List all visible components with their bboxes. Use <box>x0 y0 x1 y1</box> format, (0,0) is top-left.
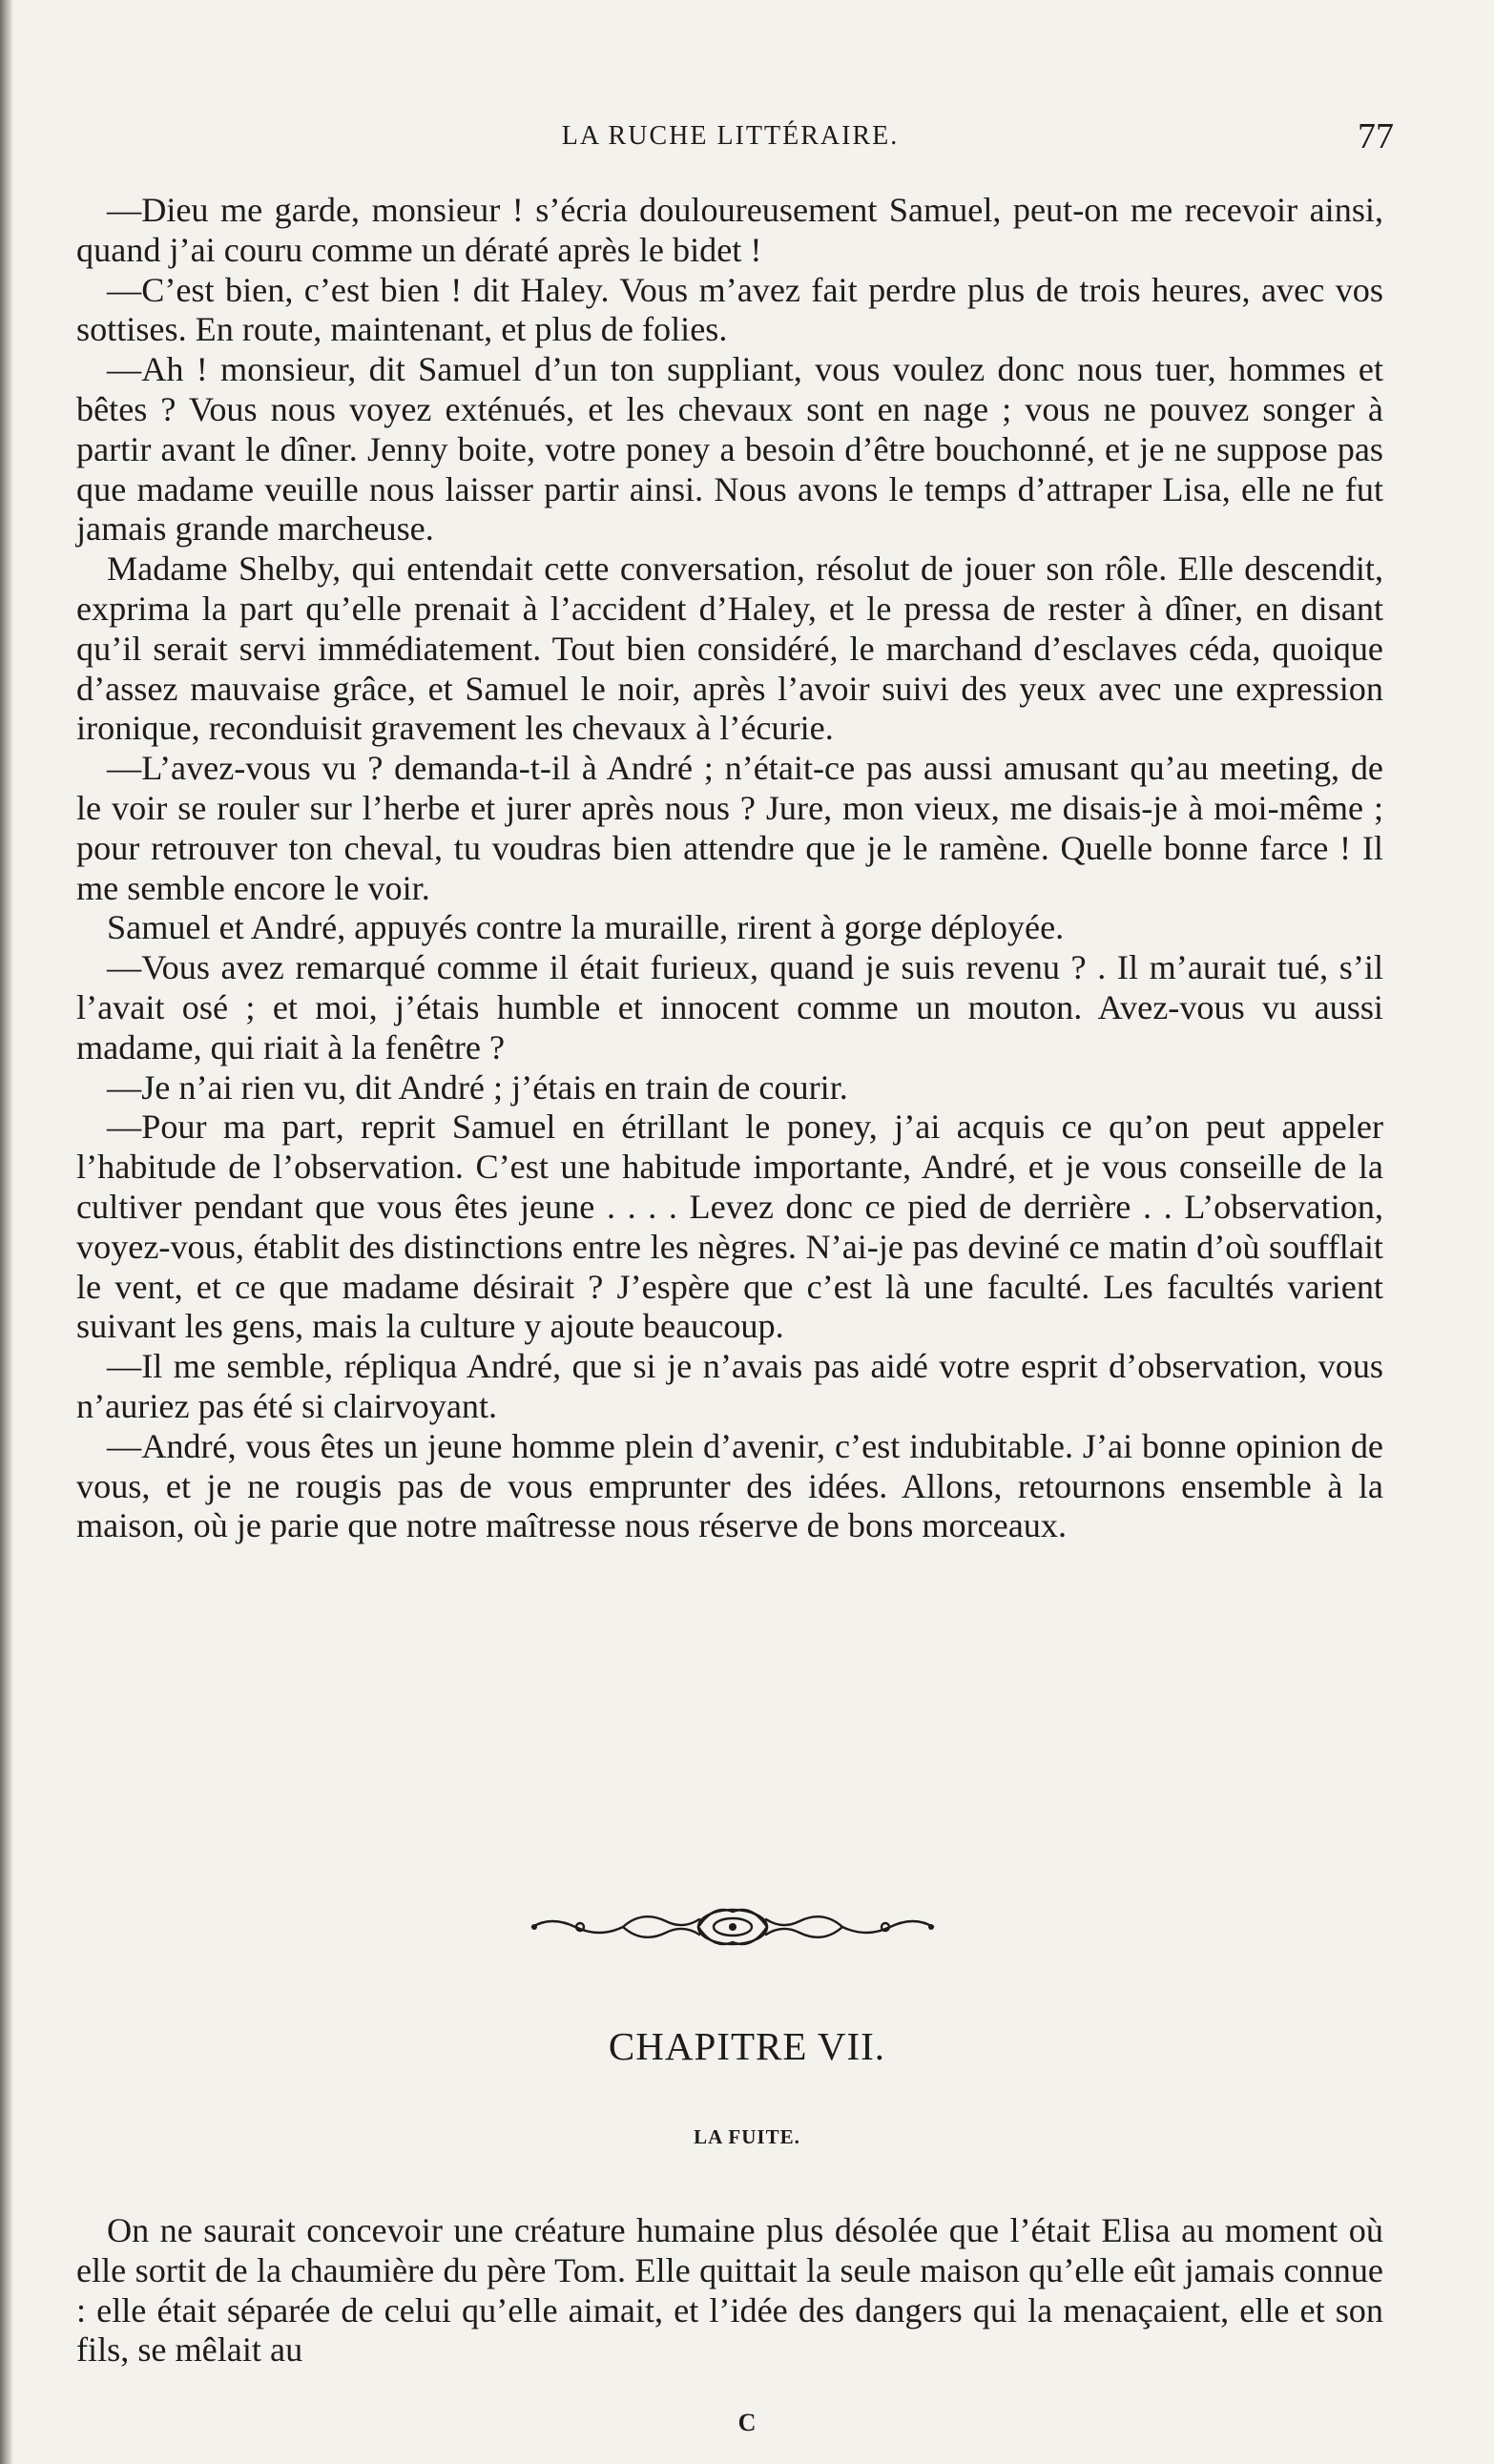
paragraph: —Vous avez remarqué comme il était furieux, quand je suis revenu ? . Il m’aurait tué, s’il l’avait osé ; et moi, j’étais humble et innocent comme un mouton. Avez-vous vu aussi madame, qui riait à la fenêtre ? <box>76 948 1383 1066</box>
running-title: LA RUCHE LITTÉRAIRE. <box>561 121 900 151</box>
paragraph: —Ah ! monsieur, dit Samuel d’un ton suppliant, vous voulez donc nous tuer, hommes et bêtes ? Vous nous voyez exténués, et les chevaux sont en nage ; vous ne pouvez songer à partir avant le dîner. Jenny boite, votre poney a besoin d’être bouchonné, et je ne suppose pas que madame veuille nous laisser partir ainsi. Nous avons le temps d’attraper Lisa, elle ne fut jamais grande marcheuse. <box>76 350 1383 549</box>
page-number: 77 <box>1358 116 1394 156</box>
chapter-subtitle: LA FUITE. <box>694 2125 800 2148</box>
paragraph: —C’est bien, c’est bien ! dit Haley. Vous m’avez fait perdre plus de trois heures, avec vos sottises. En route, maintenant, et plus de folies. <box>76 270 1383 349</box>
running-head <box>76 113 1394 160</box>
paragraph: —L’avez-vous vu ? demanda-t-il à André ; n’était-ce pas aussi amusant qu’au meeting, de le voir se rouler sur l’herbe et jurer après nous ? Jure, mon vieux, me disais-je à moi-même ; pour retrouver ton cheval, tu voudras bien attendre que je le ramène. Quelle bonne farce ! Il me semble encore le voir. <box>76 749 1383 907</box>
paragraph: —Dieu me garde, monsieur ! s’écria douloureusement Samuel, peut-on me recevoir ainsi, quand j’ai couru comme un dératé après le bidet ! <box>76 191 1383 269</box>
decorative-ornament-icon <box>523 1898 943 1956</box>
paragraph: On ne saurait concevoir une créature humaine plus désolée que l’était Elisa au moment où elle sortit de la chaumière du père Tom. Elle quittait la seule maison qu’elle eût jamais connue : elle était séparée de celui qu’elle aimait, et l’idée des dangers qui la menaçaient, elle et son fils, se mêlait au <box>76 2211 1383 2370</box>
paragraph: Samuel et André, appuyés contre la muraille, rirent à gorge déployée. <box>107 908 1065 947</box>
chapter-opening <box>76 2211 1383 2371</box>
paragraph: —Il me semble, répliqua André, que si je n’avais pas aidé votre esprit d’observation, vous n’auriez pas été si clairvoyant. <box>76 1347 1383 1425</box>
paragraph: —Je n’ai rien vu, dit André ; j’étais en train de courir. <box>107 1067 848 1107</box>
paragraph: —Pour ma part, reprit Samuel en étrillant le poney, j’ai acquis ce qu’on peut appeler l’habitude de l’observation. C’est une habitude importante, André, et je vous conseille de la cultiver pendant que vous êtes jeune . . . . Levez donc ce pied de derrière . . L’observation, voyez-vous, établit des distinctions entre les nègres. N’ai-je pas deviné ce matin d’où soufflait le vent, et ce que madame désirait ? J’espère que c’est là une faculté. Les facultés varient suivant les gens, mais la culture y ajoute beaucoup. <box>76 1108 1383 1346</box>
signature-mark: C <box>737 2409 757 2436</box>
body-text <box>76 191 1383 1546</box>
paragraph: —André, vous êtes un jeune homme plein d’avenir, c’est indubitable. J’ai bonne opinion de vous, et je ne rougis pas de vous emprunter des idées. Allons, retournons ensemble à la maison, où je parie que notre maîtresse nous réserve de bons morceaux. <box>76 1426 1383 1545</box>
chapter-title: CHAPITRE VII. <box>608 2024 886 2068</box>
page-binding-edge <box>0 0 13 2464</box>
paragraph: Madame Shelby, qui entendait cette conversation, résolut de jouer son rôle. Elle descendit, exprima la part qu’elle prenait à l’accident d’Haley, et le pressa de rester à dîner, en disant qu’il serait servi immédiatement. Tout bien considéré, le marchand d’esclaves céda, quoique d’assez mauvaise grâce, et Samuel le noir, après l’avoir suivi des yeux avec une expression ironique, reconduisit gravement les chevaux à l’écurie. <box>76 549 1383 748</box>
